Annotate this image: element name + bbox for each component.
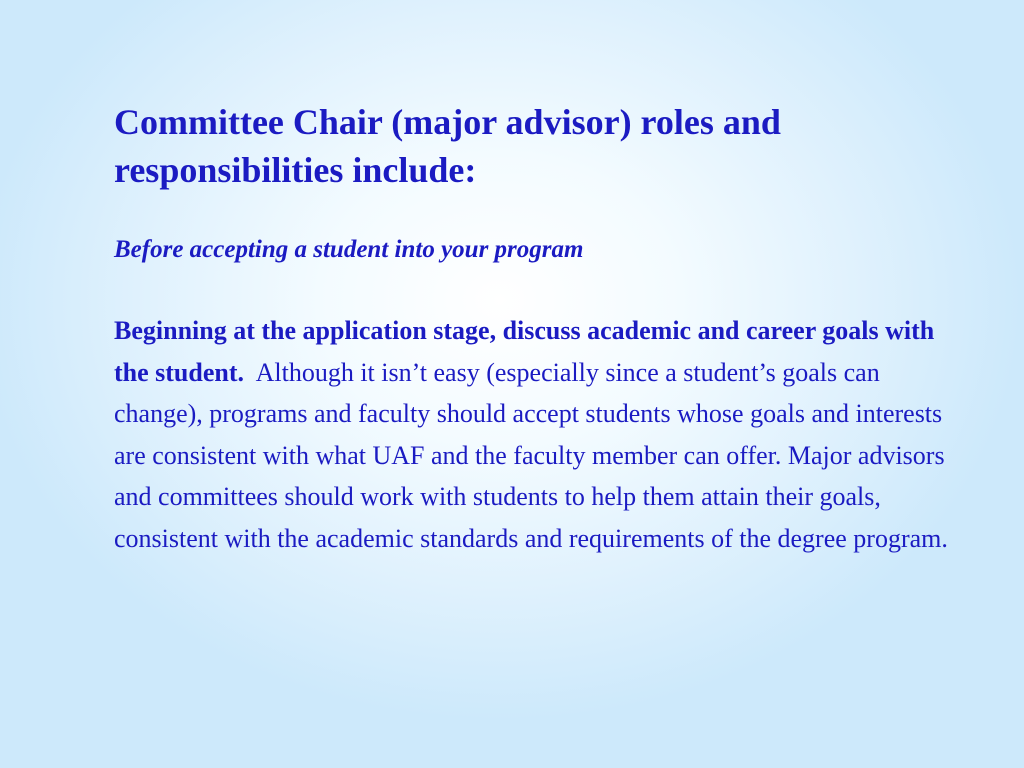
body-text: Although it isn’t easy (especially since a student’s goals can change), programs and faculty should accept students whose goals and interests are consistent with what UAF and the faculty member can offer. Major advisors and committees should work with students to help them attain their goals, consistent with the academic standards and requirements of the degree program. [114,357,948,553]
body-paragraph [114,310,954,559]
slide-content [114,98,954,559]
body-lead-sentence: Beginning at the application stage, discuss academic and career goals with the student. [114,316,935,387]
slide-title: Committee Chair (major advisor) roles and responsibilities include: [114,102,781,190]
section-subheading: Before accepting a student into your program [114,236,584,263]
